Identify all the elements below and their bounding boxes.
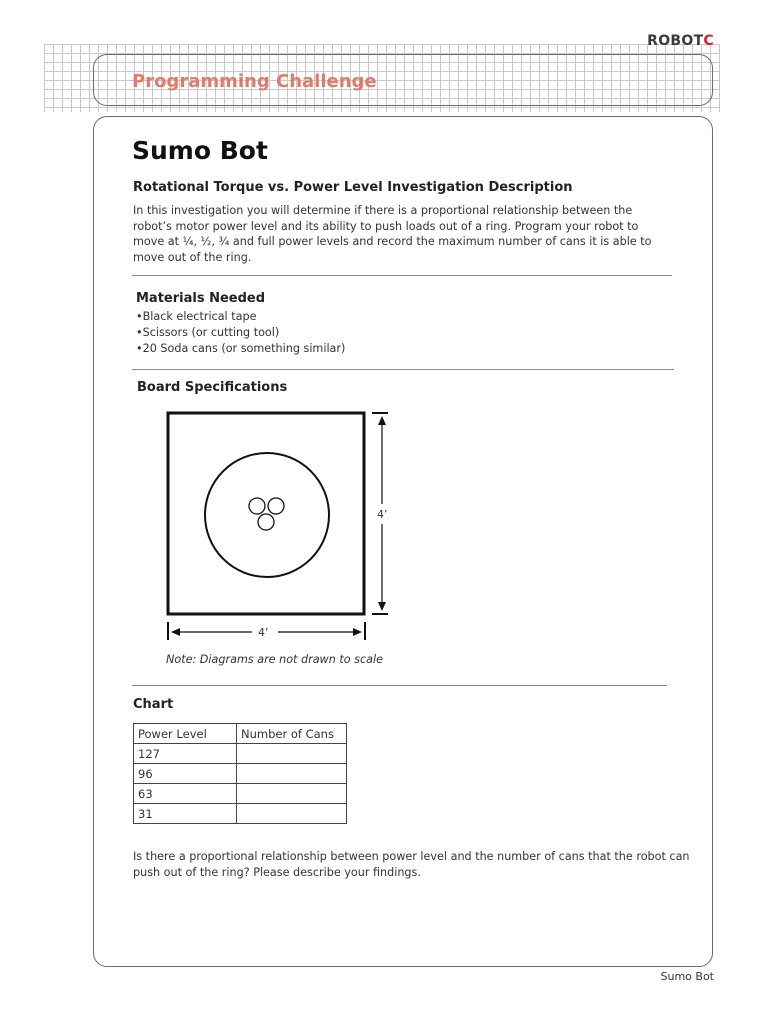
page-subtitle: Rotational Torque vs. Power Level Investigation Description xyxy=(133,180,573,195)
sumo-ring xyxy=(205,453,329,577)
data-table xyxy=(133,723,347,824)
arrow-right-icon xyxy=(353,628,362,636)
table-row xyxy=(134,744,347,764)
list-item: • 20 Soda cans (or something similar) xyxy=(136,341,345,357)
column-header: Number of Cans xyxy=(237,724,347,744)
chart-heading: Chart xyxy=(133,697,174,712)
cans-cell xyxy=(237,784,347,804)
table-header-row xyxy=(134,724,347,744)
soda-can xyxy=(268,498,284,514)
arrow-up-icon xyxy=(378,416,386,425)
scale-note: Note: Diagrams are not drawn to scale xyxy=(166,653,383,666)
board-heading: Board Specifications xyxy=(137,380,288,395)
header-title: Programming Challenge xyxy=(132,71,377,92)
cans-cell xyxy=(237,804,347,824)
cans-cell xyxy=(237,764,347,784)
page-title: Sumo Bot xyxy=(132,136,268,165)
power-level-cell: 96 xyxy=(134,764,237,784)
power-level-cell: 127 xyxy=(134,744,237,764)
footer-label: Sumo Bot xyxy=(660,970,714,983)
soda-can xyxy=(258,514,274,530)
power-level-cell: 63 xyxy=(134,784,237,804)
question-text: Is there a proportional relationship between power level and the number of cans that the robot can push out of the ring? Please describe your findings. xyxy=(133,850,690,879)
power-level-cell: 31 xyxy=(134,804,237,824)
list-item: • Scissors (or cutting tool) xyxy=(136,325,345,341)
list-item: • Black electrical tape xyxy=(136,309,345,325)
divider xyxy=(132,275,672,276)
cans-cell xyxy=(237,744,347,764)
description-paragraph: In this investigation you will determine if there is a proportional relationship between the robot’s motor power level and its ability to push loads out of a ring. Program your robot to move at ¼, ½, ¾ and full power levels and record the maximum number of cans it is able to move out of the ring. xyxy=(133,204,652,264)
column-header: Power Level xyxy=(134,724,237,744)
materials-list xyxy=(136,309,345,356)
width-label: 4’ xyxy=(258,626,269,639)
soda-can xyxy=(249,498,265,514)
table-row xyxy=(134,764,347,784)
divider xyxy=(132,369,674,370)
board-diagram xyxy=(160,404,400,644)
table-row xyxy=(134,804,347,824)
arrow-left-icon xyxy=(171,628,180,636)
materials-heading: Materials Needed xyxy=(136,291,266,306)
robotc-logo: ROBOTC xyxy=(647,33,714,49)
divider xyxy=(132,685,667,686)
table-row xyxy=(134,784,347,804)
height-label: 4’ xyxy=(377,508,388,521)
arrow-down-icon xyxy=(378,602,386,611)
